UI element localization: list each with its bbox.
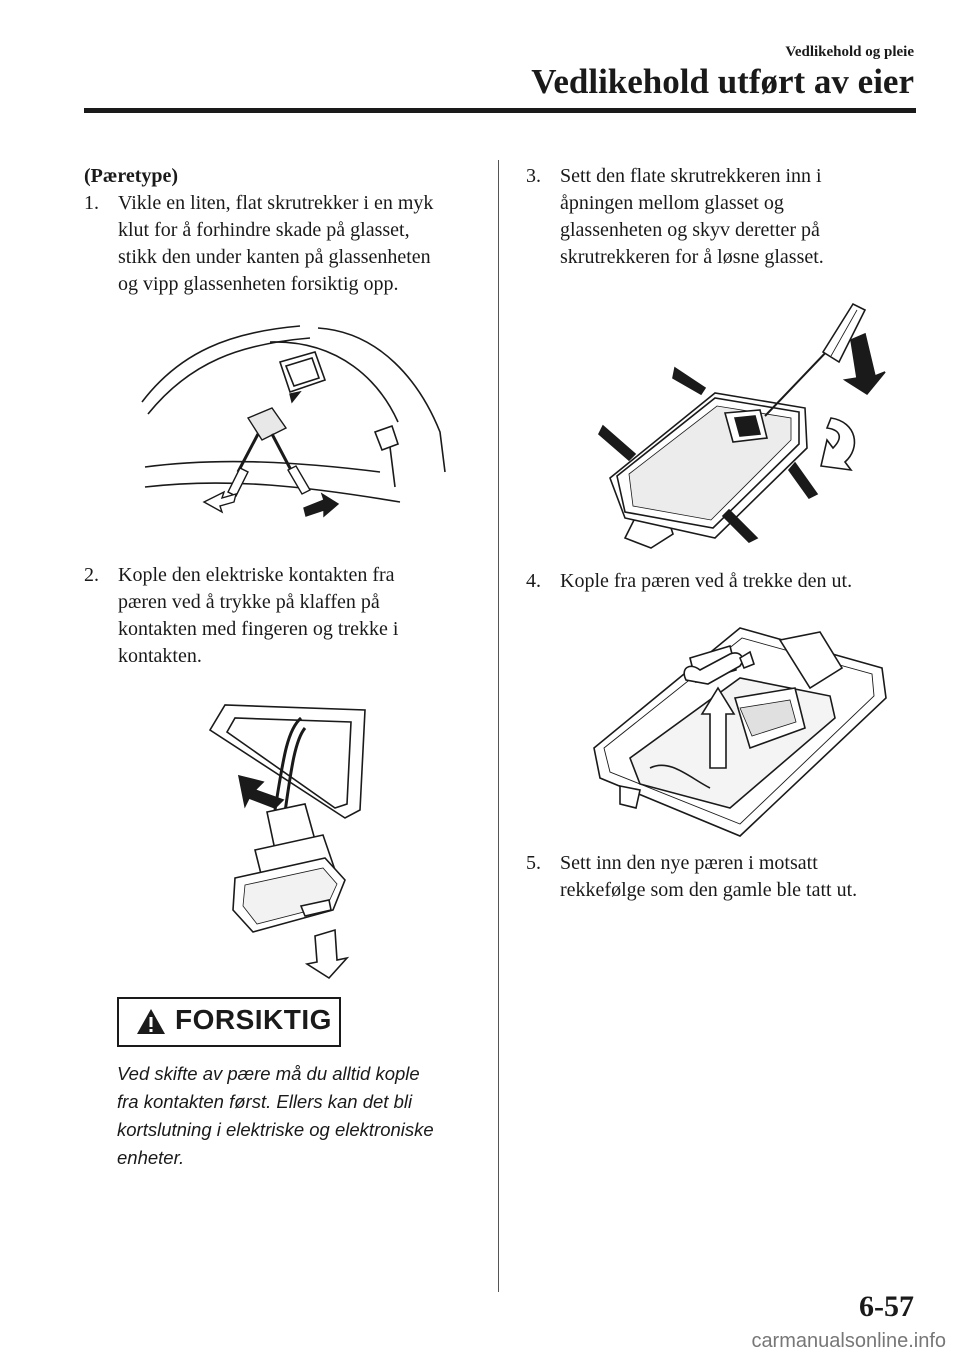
step-line: og vipp glassenheten forsiktig opp. [118,273,399,295]
step-number: 5. [526,852,541,874]
step-line: kontakten med fingeren og trekke i [118,618,399,640]
caution-line: kortslutning i elektriske og elektroniske [117,1119,434,1140]
step-line: kontakten. [118,645,202,667]
step-line: pæren ved å trykke på klaffen på [118,591,380,613]
step-number: 4. [526,570,541,592]
step-text [560,850,857,904]
step-2 [84,562,484,672]
step-line: Sett den flate skrutrekkeren inn i [560,165,822,187]
illustration-release-glass [595,298,885,560]
step-line: skrutrekkeren for å løsne glasset. [560,246,824,268]
illustration-pry-lens [140,322,470,522]
caution-text [117,1060,487,1172]
caution-line: fra kontakten først. Ellers kan det bli [117,1091,413,1112]
step-line: Kople fra pæren ved å trekke den ut. [560,570,853,592]
illustration-remove-bulb [590,618,890,838]
step-text [560,568,852,595]
caution-box [117,997,341,1047]
step-number: 2. [84,564,99,586]
step-line: stikk den under kanten på glassenheten [118,246,431,268]
step-text [118,562,398,670]
step-line: Sett inn den nye pæren i motsatt [560,852,818,874]
step-number: 3. [526,165,541,187]
header-section-label: Vedlikehold og pleie [785,44,914,60]
step-line: rekkefølge som den gamle ble tatt ut. [560,879,858,901]
step-line: Kople den elektriske kontakten fra [118,564,395,586]
illustration-disconnect-connector [205,700,375,980]
subheading: (Pæretype) [84,165,179,187]
step-text [560,163,824,271]
step-line: klut for å forhindre skade på glasset, [118,219,410,241]
footer-watermark: carmanualsonline.info [751,1330,946,1352]
step-text [118,190,433,298]
step-3 [526,163,926,273]
column-divider [498,160,499,1292]
header-rule [84,108,916,113]
warning-icon [135,1007,167,1037]
step-line: glassenheten og skyv deretter på [560,219,820,241]
page-title: Vedlikehold utført av eier [531,62,914,101]
caution-line: enheter. [117,1147,185,1168]
page-number: 6-57 [859,1290,914,1323]
step-1 [84,190,484,300]
caution-label: FORSIKTIG [175,1004,332,1035]
step-line: åpningen mellom glasset og [560,192,784,214]
step-line: Vikle en liten, flat skrutrekker i en myk [118,192,434,214]
caution-line: Ved skifte av pære må du alltid kople [117,1063,420,1084]
step-5 [526,850,926,910]
step-number: 1. [84,192,99,214]
step-4 [526,568,926,598]
